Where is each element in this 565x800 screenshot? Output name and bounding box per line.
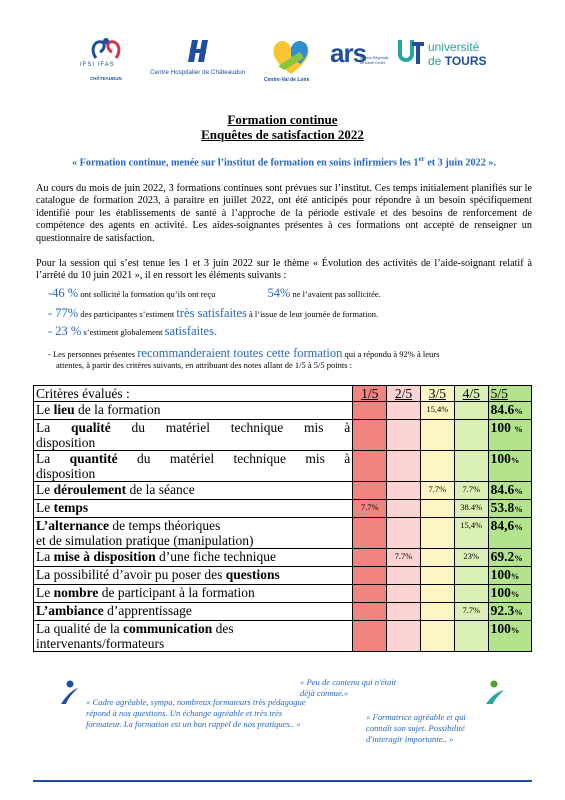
score-4-cell (454, 451, 488, 482)
score-5-cell: 84,6% (488, 518, 531, 549)
score-5-cell: 92.3% (488, 603, 531, 621)
footer-rule (33, 780, 532, 782)
score-1-cell (353, 451, 387, 482)
score-3-cell (420, 420, 454, 451)
ars-logo-subtext: Agence Régionale de Santé Centre (360, 56, 389, 65)
score-1-cell (353, 549, 387, 567)
table-row (34, 518, 532, 549)
score-3-cell (420, 585, 454, 603)
criteria-cell: La possibilité d’avoir pu poser des questions (34, 567, 353, 585)
score-1-cell (353, 420, 387, 451)
table-row (34, 402, 532, 420)
header-score-2: 2/5 (387, 386, 421, 402)
bullet-solicited: -46 % ont sollicité la formation qu’ils ont reçu 54% ne l’avaient pas sollicitée. (48, 286, 381, 300)
criteria-cell: La mise à disposition d’une fiche technique (34, 549, 353, 567)
criteria-cell: Le déroulement de la séance (34, 482, 353, 500)
criteria-cell: La quantité du matériel technique mis à disposition (34, 451, 353, 482)
score-1-cell (353, 567, 387, 585)
criteria-cell: L’ambiance d’apprentissage (34, 603, 353, 621)
table-row (34, 420, 532, 451)
satisfaction-table (33, 385, 532, 652)
score-2-cell (387, 585, 421, 603)
score-5-cell: 100% (488, 585, 531, 603)
table-row (34, 567, 532, 585)
score-2-cell (387, 518, 421, 549)
header-score-3: 3/5 (420, 386, 454, 402)
score-1-cell (353, 621, 387, 652)
header-criteria: Critères évalués : (34, 386, 353, 402)
page-subtitle: Enquêtes de satisfaction 2022 (201, 127, 364, 142)
ifsi-logo-text: IFSI IFAS (80, 62, 115, 68)
table-row (34, 500, 532, 518)
ifsi-logo-subtext: CHÂTEAUDUN (90, 76, 122, 81)
region-heart-icon (270, 36, 312, 76)
intro-paragraph: Au cours du mois de juin 2022, 3 formations continues sont prévues sur l’institut. Ces temps initialement planifiés sur le catalogue de formation 2023, à paraitre en juillet 2022, ont été anticipés pour répondre à un besoin spécifiquement identifié pour les établissements de santé à l’approche de la période estivale et des besoins de renforcement de compétence des agents en activité. Les aides-soignantes présentes à ces formations ont accepté de renseigner un questionnaire de satisfaction. (36, 183, 532, 244)
score-3-cell (420, 451, 454, 482)
score-2-cell (387, 567, 421, 585)
university-logo-icon (398, 40, 426, 64)
bullet-recommend: - Les personnes présentes recommanderaient toutes cette formation qui a répondu à 92% à leurs (48, 346, 440, 360)
hospital-logo-icon (186, 40, 214, 62)
score-5-cell: 100 % (488, 420, 531, 451)
score-1-cell (353, 518, 387, 549)
score-4-cell (454, 567, 488, 585)
page-title: Formation continue (227, 112, 338, 127)
table-row (34, 585, 532, 603)
ifsi-logo (78, 36, 138, 86)
score-4-cell: 7.7% (454, 482, 488, 500)
score-5-cell: 100% (488, 621, 531, 652)
score-5-cell: 84.6% (488, 402, 531, 420)
table-row (34, 482, 532, 500)
feedback-quote-2: « Cadre agréable, sympa, nombreux formateurs très pédagogue répond à nos questions. Un échange agréable et très très formateur. La formation est un bon rappel de nos pratiques.. » (86, 697, 306, 729)
bullet-satisfied: - 23 % s’estiment globalement satisfaites. (48, 324, 218, 338)
score-5-cell: 100% (488, 451, 531, 482)
score-3-cell (420, 500, 454, 518)
ars-logo-text: ars (330, 38, 367, 68)
session-paragraph: Pour la session qui s’est tenue les 1 et 3 juin 2022 sur le thème « Évolution des activités de l’aide-soignant relatif à l’arrêté du 10 juin 2021 », il en ressort les éléments suivants : (36, 258, 532, 282)
score-5-cell: 84.6% (488, 482, 531, 500)
criteria-cell: L’alternance de temps théoriques et de simulation pratique (manipulation) (34, 518, 353, 549)
score-1-cell (353, 402, 387, 420)
hospital-logo (150, 36, 258, 86)
table-row (34, 603, 532, 621)
score-2-cell (387, 500, 421, 518)
person-icon (484, 680, 506, 706)
criteria-cell: Le temps (34, 500, 353, 518)
score-3-cell (420, 603, 454, 621)
score-4-cell (454, 402, 488, 420)
region-logo-text: Centre-Val de Loire (264, 77, 310, 83)
table-row (34, 549, 532, 567)
score-4-cell (454, 621, 488, 652)
score-4-cell (454, 420, 488, 451)
score-5-cell: 100% (488, 567, 531, 585)
bullet-recommend-line2: attentes, à partir des critères suivants, en attribuant des notes allant de 1/5 à 5/5 points : (56, 360, 353, 370)
score-2-cell (387, 603, 421, 621)
session-quote: « Formation continue, menée sur l’institut de formation en soins infirmiers les 1er et 3 juin 2022 ». (72, 155, 496, 169)
score-2-cell (387, 451, 421, 482)
region-logo (264, 36, 320, 86)
score-4-cell: 7.7% (454, 603, 488, 621)
score-2-cell (387, 621, 421, 652)
feedback-quote-1: « Peu de contenu qui n'était déjà connue.» (300, 677, 397, 698)
score-3-cell (420, 621, 454, 652)
university-logo-line2: de TOURS (428, 54, 487, 68)
score-4-cell: 23% (454, 549, 488, 567)
score-1-cell (353, 482, 387, 500)
score-1-cell: 7.7% (353, 500, 387, 518)
criteria-cell: La qualité du matériel technique mis à disposition (34, 420, 353, 451)
score-3-cell: 15,4% (420, 402, 454, 420)
score-3-cell (420, 518, 454, 549)
header-score-1: 1/5 (353, 386, 387, 402)
criteria-cell: Le nombre de participant à la formation (34, 585, 353, 603)
score-5-cell: 53.8% (488, 500, 531, 518)
criteria-cell: Le lieu de la formation (34, 402, 353, 420)
university-logo-line1: université (428, 40, 480, 54)
feedback-quote-3: « Formatrice agréable et qui connaît son sujet. Possibilité d'interagir importante.. » (366, 712, 466, 744)
score-4-cell: 15,4% (454, 518, 488, 549)
hospital-logo-text: Centre Hospitalier de Châteaudun (150, 69, 246, 76)
university-logo (398, 36, 496, 86)
score-3-cell: 7.7% (420, 482, 454, 500)
ars-logo (330, 36, 390, 86)
score-3-cell (420, 549, 454, 567)
table-header-row (34, 386, 532, 402)
score-5-cell: 69.2% (488, 549, 531, 567)
score-2-cell (387, 482, 421, 500)
table-row (34, 621, 532, 652)
score-1-cell (353, 585, 387, 603)
score-4-cell: 38.4% (454, 500, 488, 518)
score-2-cell (387, 402, 421, 420)
score-2-cell: 7.7% (387, 549, 421, 567)
score-1-cell (353, 603, 387, 621)
bullet-very-satisfied: - 77% des participantes s’estiment très satisfaites à l’issue de leur journée de formation. (48, 306, 379, 320)
score-4-cell (454, 585, 488, 603)
header-score-5: 5/5 (488, 386, 531, 402)
person-icon (58, 680, 80, 706)
score-3-cell (420, 567, 454, 585)
score-2-cell (387, 420, 421, 451)
header-score-4: 4/5 (454, 386, 488, 402)
table-row (34, 451, 532, 482)
criteria-cell: La qualité de la communication des intervenants/formateurs (34, 621, 353, 652)
